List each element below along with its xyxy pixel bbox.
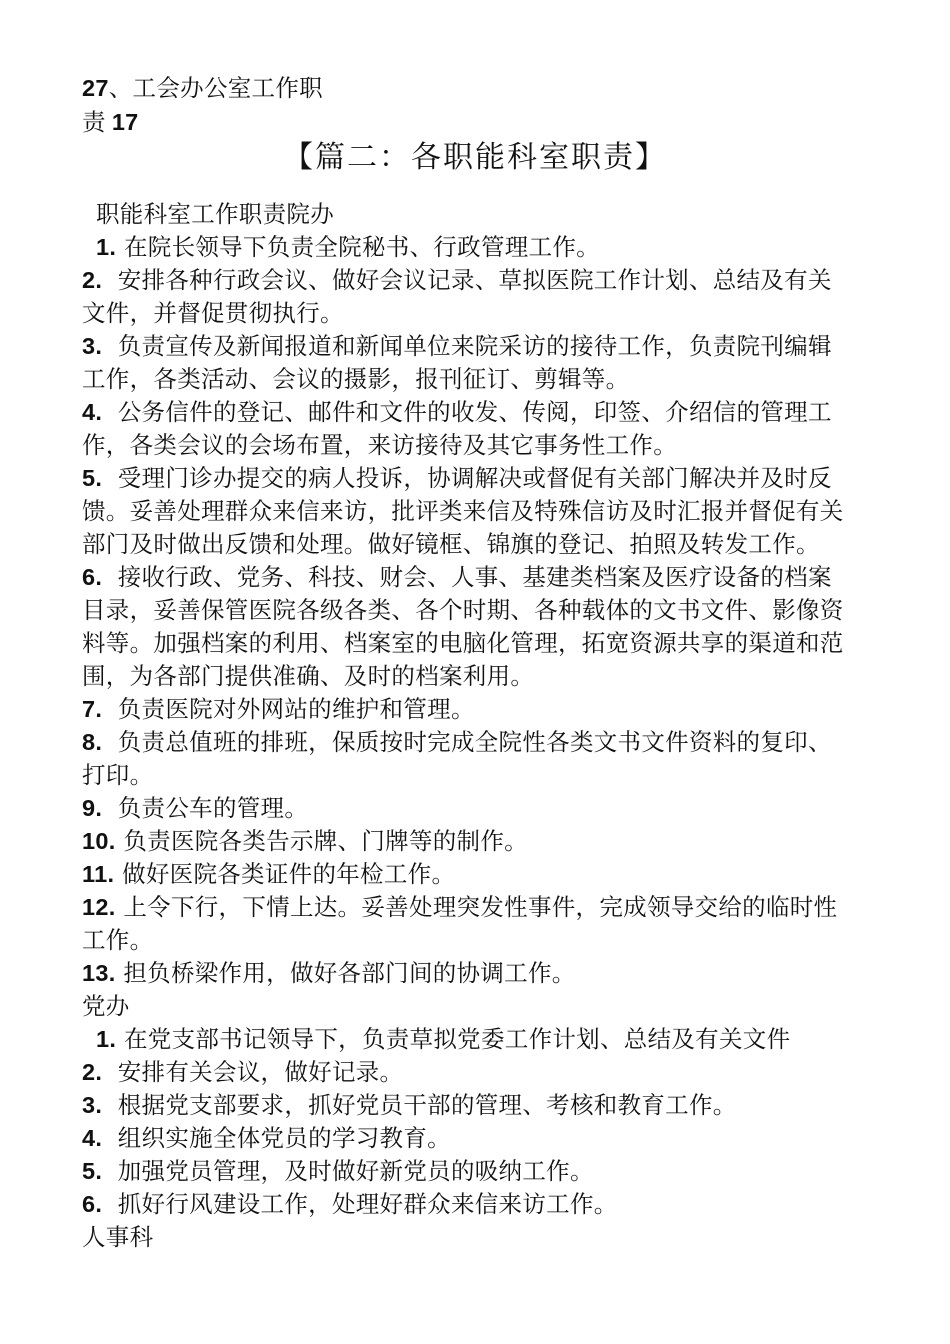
toc-entry-line-1 [82, 72, 880, 104]
list-item: 4. 公务信件的登记、邮件和文件的收发、传阅，印签、介绍信的管理工 [82, 398, 832, 426]
list-item: 6. 接收行政、党务、科技、财会、人事、基建类档案及医疗设备的档案 [82, 563, 832, 591]
list-item-continuation: 围，为各部门提供准确、及时的档案利用。 [82, 662, 535, 690]
list-item: 9. 负责公车的管理。 [82, 794, 309, 822]
list-item: 5. 受理门诊办提交的病人投诉，协调解决或督促有关部门解决并及时反 [82, 464, 832, 492]
toc-entry-number: 27 [82, 75, 109, 101]
toc-entry-line-2 [82, 106, 880, 138]
list-item: 3. 负责宣传及新闻报道和新闻单位来院采访的接待工作，负责院刊编辑 [82, 332, 832, 360]
list-item-continuation: 作，各类会议的会场布置，来访接待及其它事务性工作。 [82, 431, 677, 459]
list-item-continuation: 料等。加强档案的利用、档案室的电脑化管理，拓宽资源共享的渠道和范 [82, 629, 844, 657]
list-item-continuation: 馈。妥善处理群众来信来访，批评类来信及特殊信访及时汇报并督促有关 [82, 497, 844, 525]
list-item-continuation: 部门及时做出反馈和处理。做好镜框、锦旗的登记、拍照及转发工作。 [82, 530, 820, 558]
list-item-continuation: 工作，各类活动、会议的摄影，报刊征订、剪辑等。 [82, 365, 630, 393]
section-heading: 人事科 [82, 1223, 154, 1251]
section-heading: 党办 [82, 992, 130, 1020]
list-item: 12. 上令下行，下情上达。妥善处理突发性事件，完成领导交给的临时性 [82, 893, 838, 921]
section-heading: 职能科室工作职责院办 [96, 200, 334, 228]
list-item: 11. 做好医院各类证件的年检工作。 [82, 860, 456, 888]
list-item: 5. 加强党员管理，及时做好新党员的吸纳工作。 [82, 1157, 594, 1185]
list-item: 6. 抓好行风建设工作，处理好群众来信来访工作。 [82, 1190, 618, 1218]
list-item: 8. 负责总值班的排班，保质按时完成全院性各类文书文件资料的复印、 [82, 728, 832, 756]
list-item: 2. 安排有关会议，做好记录。 [82, 1058, 404, 1086]
list-item: 4. 组织实施全体党员的学习教育。 [82, 1124, 451, 1152]
list-item: 1. 在党支部书记领导下，负责草拟党委工作计划、总结及有关文件 [96, 1025, 791, 1053]
list-item: 2. 安排各种行政会议、做好会议记录、草拟医院工作计划、总结及有关 [82, 266, 832, 294]
list-item-continuation: 文件，并督促贯彻执行。 [82, 299, 344, 327]
toc-entry-text-cont: 责 [82, 108, 106, 136]
toc-page-number: 17 [111, 109, 139, 135]
list-item: 10. 负责医院各类告示牌、门牌等的制作。 [82, 827, 528, 855]
toc-entry-text: 、工会办公室工作职 [108, 74, 323, 102]
list-item: 7. 负责医院对外网站的维护和管理。 [82, 695, 475, 723]
list-item: 13. 担负桥梁作用，做好各部门间的协调工作。 [82, 959, 576, 987]
list-item-continuation: 打印。 [82, 761, 154, 789]
page-title: 【篇二：各职能科室职责】 [283, 140, 667, 175]
list-item-continuation: 目录，妥善保管医院各级各类、各个时期、各种载体的文书文件、影像资 [82, 596, 844, 624]
list-item-continuation: 工作。 [82, 926, 154, 954]
list-item: 1. 在院长领导下负责全院秘书、行政管理工作。 [96, 233, 600, 261]
list-item: 3. 根据党支部要求，抓好党员干部的管理、考核和教育工作。 [82, 1091, 737, 1119]
